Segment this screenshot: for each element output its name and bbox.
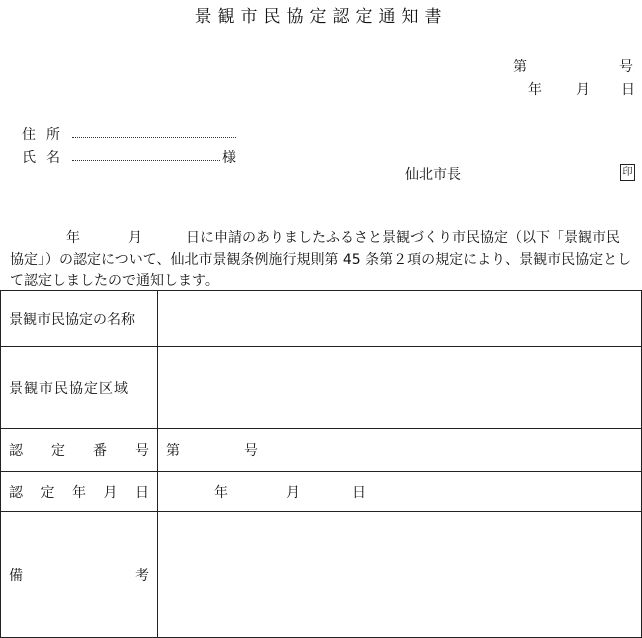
- address-label: 住所: [22, 127, 70, 143]
- date-day: 日: [352, 484, 366, 501]
- address-field[interactable]: [72, 137, 236, 138]
- label-char: 定: [40, 484, 55, 501]
- agreement-area-field[interactable]: [158, 347, 642, 429]
- label-char: 定: [51, 443, 65, 459]
- label-char: 月: [103, 484, 118, 501]
- number-prefix: 第: [166, 443, 180, 459]
- label-char: 日: [135, 484, 149, 501]
- label-char: 番: [93, 443, 107, 459]
- certification-number-field[interactable]: [158, 429, 642, 472]
- agreement-info-table: [0, 290, 642, 638]
- table-row: [1, 347, 642, 429]
- label-char: 考: [135, 567, 149, 584]
- name-field[interactable]: [72, 160, 220, 161]
- certification-date-field[interactable]: [158, 472, 642, 512]
- label-char: 認: [9, 484, 23, 501]
- row-label-area: [1, 347, 158, 429]
- date-year: 年: [214, 484, 228, 501]
- issuer-title: 仙北市長: [405, 167, 461, 183]
- label-text: 景観市民協定区域: [9, 380, 129, 397]
- table-row: [1, 429, 642, 472]
- table-row: [1, 472, 642, 512]
- date-day-label: 日: [621, 82, 635, 98]
- notice-body: [10, 228, 632, 293]
- table-row: [1, 291, 642, 347]
- remarks-field[interactable]: [158, 512, 642, 638]
- label-char: 備: [9, 567, 23, 584]
- date-month-label: 月: [576, 82, 590, 98]
- label-char: 認: [9, 443, 23, 459]
- body-year: 年: [66, 230, 80, 246]
- row-label-date: [1, 472, 158, 512]
- document-title: 景観市民協定認定通知書: [194, 7, 448, 27]
- name-label: 氏名: [22, 150, 70, 166]
- table-row: [1, 512, 642, 638]
- date-month: 月: [286, 484, 300, 501]
- number-suffix: 号: [244, 443, 258, 459]
- label-text: 景観市民協定の名称: [9, 311, 135, 328]
- doc-number-suffix: 号: [619, 59, 633, 75]
- date-year-label: 年: [528, 82, 542, 98]
- agreement-name-field[interactable]: [158, 291, 642, 347]
- row-label-number: [1, 429, 158, 472]
- doc-number-prefix: 第: [513, 59, 527, 75]
- body-text: 日に申請のありましたふるさと景観づくり市民協定（以下「景観市民協定」）の認定について、仙北市景観条例施行規則第 45 条第２項の規定により、景観市民協定として認定しましたので通知します。: [10, 230, 632, 289]
- row-label-name: [1, 291, 158, 347]
- label-char: 年: [72, 484, 86, 501]
- label-char: 号: [135, 443, 149, 459]
- honorific: 様: [222, 150, 236, 166]
- body-month: 月: [128, 230, 142, 246]
- row-label-remarks: [1, 512, 158, 638]
- seal-mark: 印: [620, 164, 635, 181]
